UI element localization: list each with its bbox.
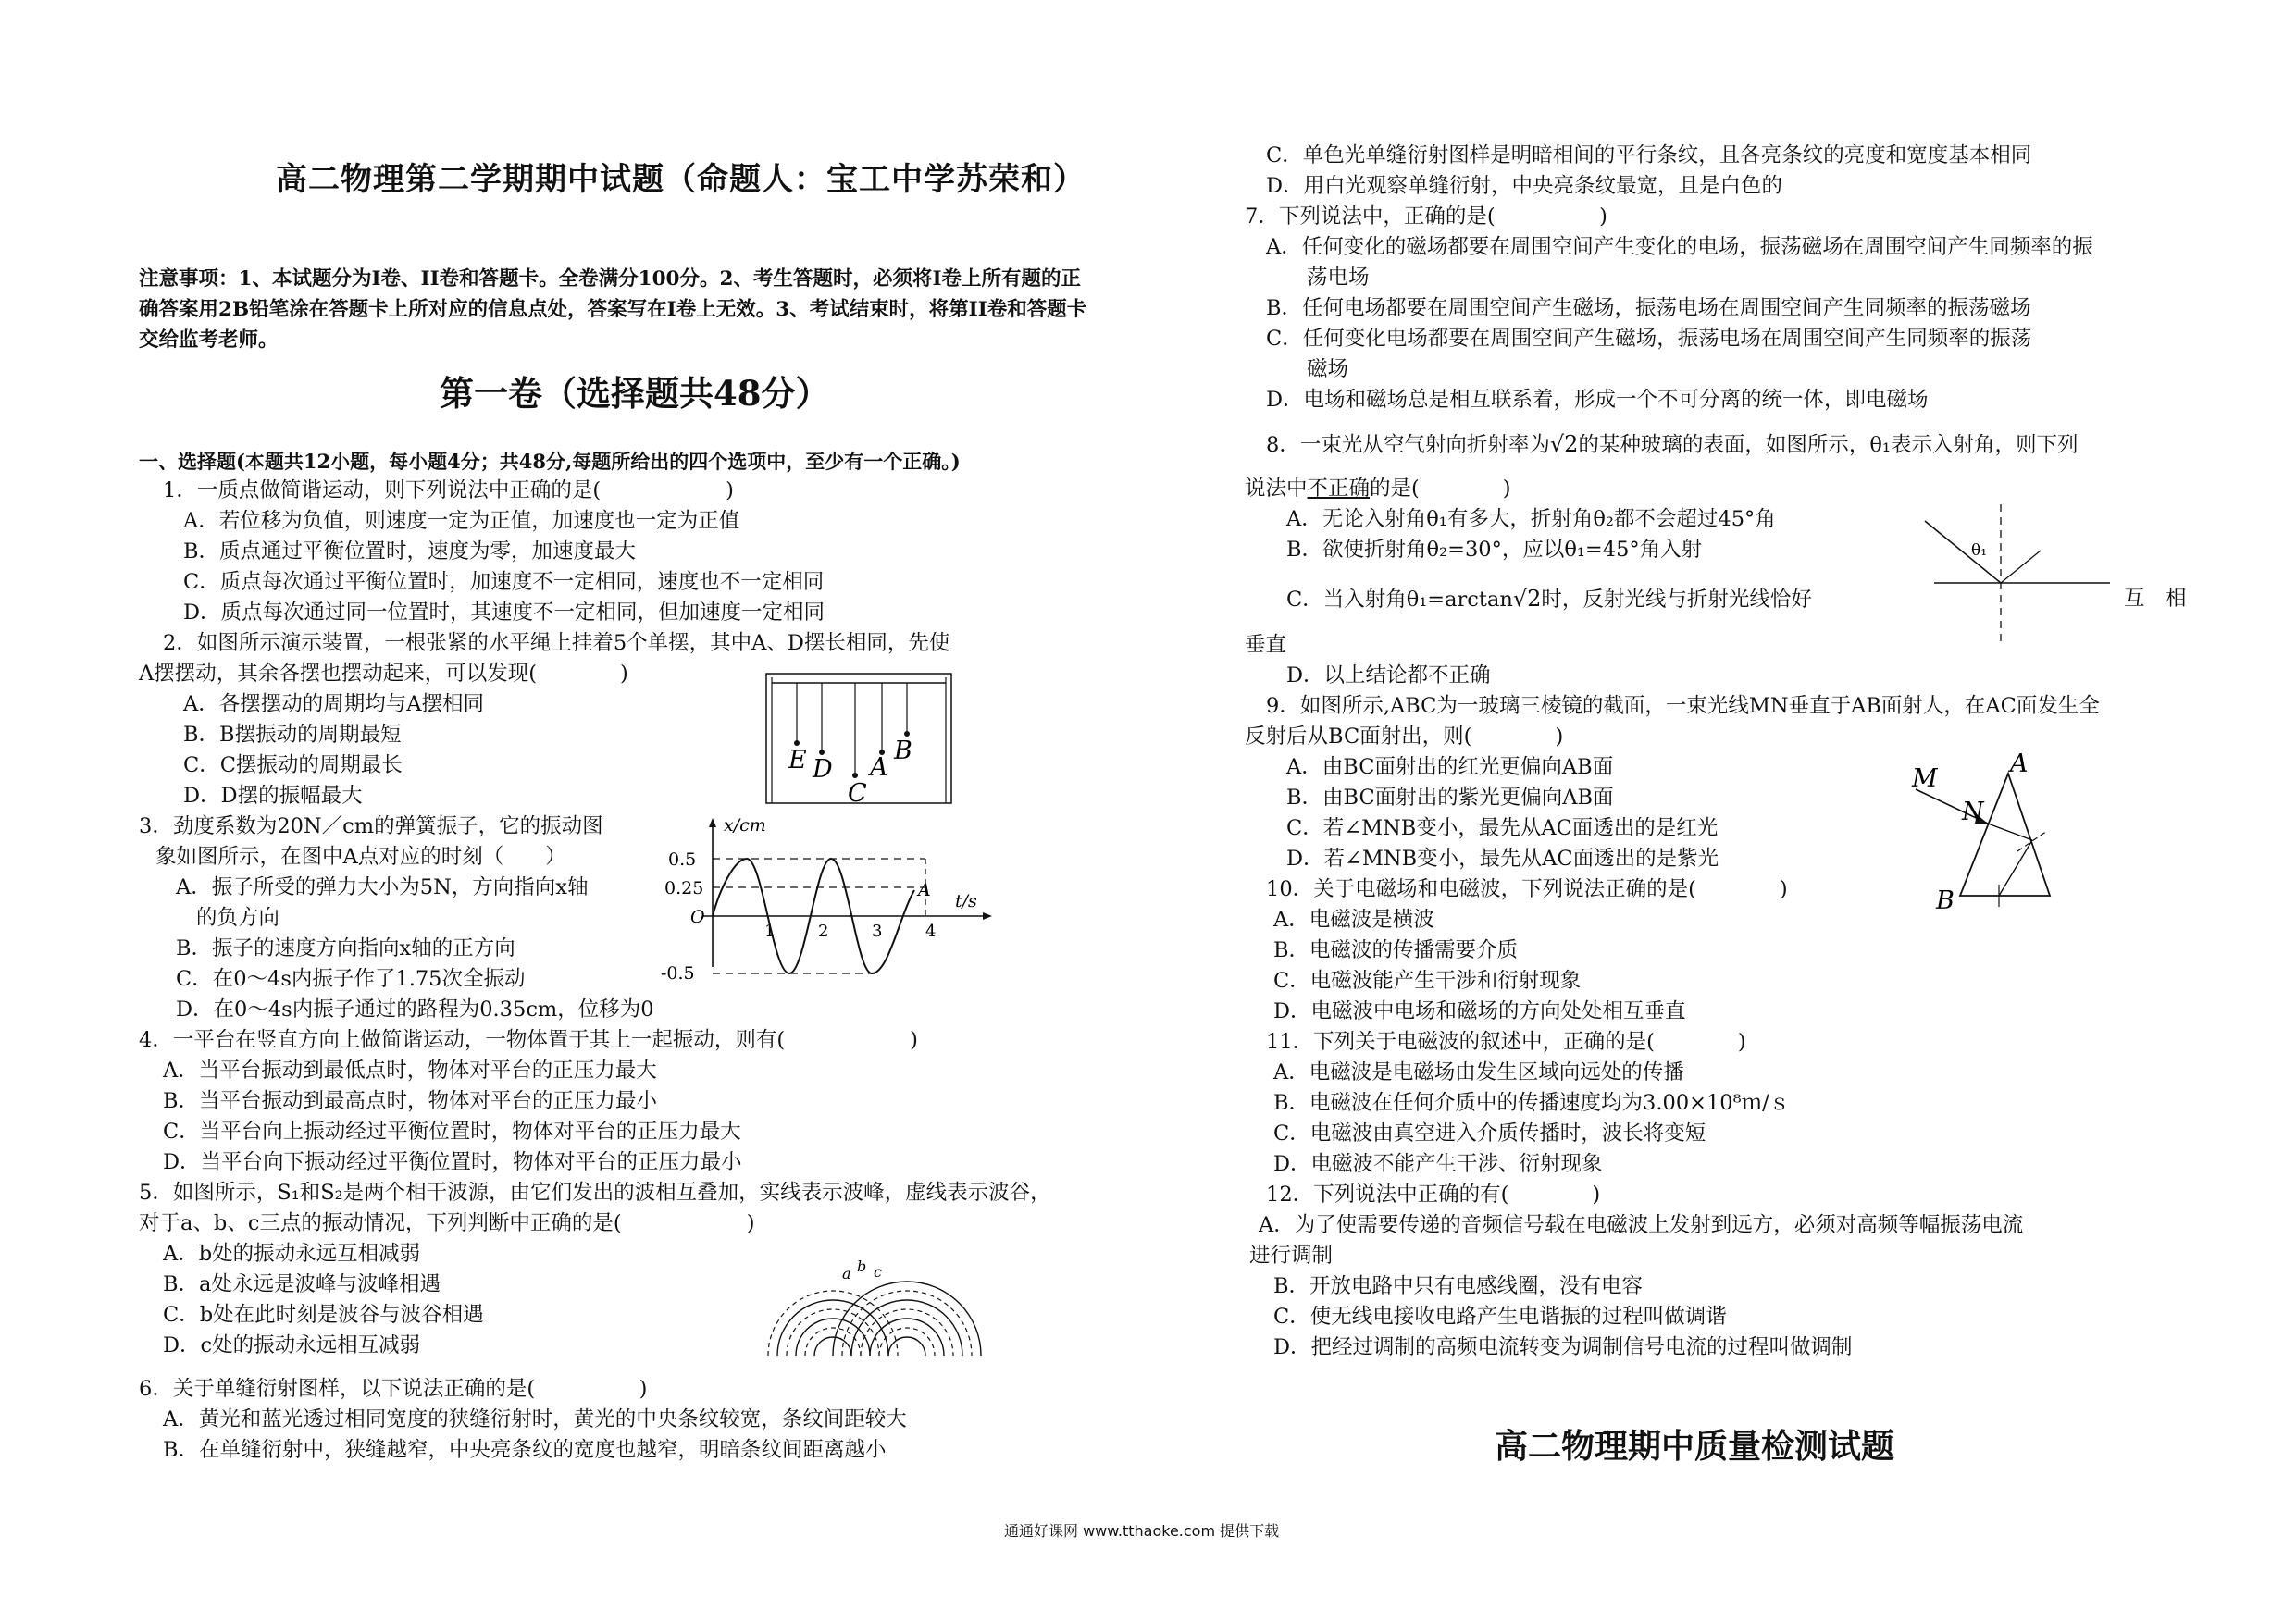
prism-label-b: B [1936, 886, 1955, 915]
pendulum-label-b: B [894, 737, 912, 765]
q11-stem: 11．下列关于电磁波的叙述中，正确的是( ) [1266, 1030, 1746, 1054]
prism-figure [1906, 748, 2073, 914]
q8-option-c-1: C．当入射角θ₁=arctan [1286, 588, 1513, 612]
q3-option-b: B．振子的速度方向指向x轴的正方向 [176, 936, 515, 960]
pendulum-label-c: C [848, 779, 867, 808]
q3-stem-1: 3．劲度系数为20N／cm的弹簧振子，它的振动图 [139, 814, 603, 838]
q2-stem-2: A摆摆动，其余各摆也摆动起来，可以发现( ) [139, 662, 628, 686]
q8-stem-1 [1266, 429, 2078, 461]
q6-option-c: C．单色光单缝衍射图样是明暗相间的平行条纹，且各亮条纹的亮度和宽度基本相同 [1266, 143, 2032, 167]
page-title: 高二物理第二学期期中试题（命题人：宝工中学苏荣和） [276, 161, 1086, 198]
q12-option-d: D．把经过调制的高频电流转变为调制信号电流的过程叫做调制 [1273, 1335, 1853, 1359]
q12-option-b: B．开放电路中只有电感线圈，没有电容 [1273, 1274, 1644, 1298]
vibration-graph [661, 814, 999, 984]
q11-option-b: B．电磁波在任何介质中的传播速度均为3.00×10⁸ｍ/ｓ [1273, 1091, 1791, 1115]
section1-title: 第一卷（选择题共48分） [440, 373, 830, 414]
q6-stem: 6．关于单缝衍射图样，以下说法正确的是( ) [139, 1377, 648, 1401]
q3-option-c: C．在0～4s内振子作了1.75次全振动 [176, 967, 526, 991]
q7-option-c-cont: 磁场 [1307, 357, 1349, 381]
q1-option-c: C．质点每次通过平衡位置时，加速度不一定相同，速度也不一定相同 [183, 570, 825, 594]
q8-stem-2a: 说法中 [1245, 477, 1308, 501]
pendulum-label-a: A [870, 753, 888, 782]
q1-option-d: D．质点每次通过同一位置时，其速度不一定相同，但加速度一定相同 [183, 601, 825, 625]
section1-intro: 一、选择题(本题共12小题，每小题4分；共48分,每题所给出的四个选项中，至少有一个正确。) [139, 450, 961, 473]
q5-option-b: B．a处永远是波峰与波峰相遇 [163, 1272, 441, 1296]
sqrt2-symbol: √2 [1549, 431, 1579, 457]
graph-point-a: A [918, 880, 931, 900]
q2-option-c: C．C摆振动的周期最长 [183, 753, 403, 777]
graph-ytick-0.25: 0.25 [664, 878, 704, 898]
q6-option-b: B．在单缝衍射中，狭缝越窄，中央亮条纹的宽度也越窄，明暗条纹间距离越小 [163, 1438, 887, 1462]
q5-option-a: A．b处的振动永远互相减弱 [163, 1242, 421, 1266]
pendulum-label-e: E [788, 746, 807, 774]
q8-option-d: D．以上结论都不正确 [1286, 663, 1491, 688]
graph-origin: O [690, 907, 705, 927]
q8-stem-2-underlined: 不正确 [1307, 477, 1371, 501]
interference-figure [750, 1258, 972, 1360]
q9-option-c: C．若∠MNB变小，最先从AC面透出的是红光 [1286, 816, 1719, 840]
graph-ytick-0.5: 0.5 [668, 849, 697, 870]
q11-option-d: D．电磁波不能产生干涉、衍射现象 [1273, 1152, 1603, 1176]
graph-xtick-3: 3 [872, 922, 883, 941]
pendulum-label-d: D [813, 755, 833, 784]
q12-option-a: A．为了使需要传递的音频信号载在电磁波上发射到远方，必须对高频等幅振荡电流 [1259, 1213, 2024, 1237]
q2-stem-1: 2．如图所示演示装置，一根张紧的水平绳上挂着5个单摆，其中A、D摆长相同，先使 [163, 631, 950, 655]
q5-stem-1: 5．如图所示，S₁和S₂是两个相干波源，由它们发出的波相互叠加，实线表示波峰，虚线表示波谷， [139, 1181, 1051, 1205]
q10-stem: 10．关于电磁场和电磁波，下列说法正确的是( ) [1266, 877, 1788, 901]
footer-text: 通通好课网 www.tthaoke.com 提供下载 [1004, 1522, 1280, 1540]
q10-option-b: B．电磁波的传播需要介质 [1273, 938, 1519, 962]
q11-option-a: A．电磁波是电磁场由发生区域向远处的传播 [1273, 1060, 1684, 1084]
graph-ylabel: x/cm [724, 815, 766, 836]
q1-option-a: A．若位移为负值，则速度一定为正值，加速度也一定为正值 [183, 509, 740, 533]
q8-option-c [1286, 584, 1812, 615]
sqrt2-symbol-c: √2 [1512, 586, 1542, 612]
q6-option-d: D．用白光观察单缝衍射，中央亮条纹最宽，且是白色的 [1266, 174, 1783, 198]
q12-option-a-cont: 进行调制 [1249, 1244, 1334, 1268]
graph-xtick-4: 4 [925, 922, 937, 941]
q4-option-d: D．当平台向下振动经过平衡位置时，物体对平台的正压力最小 [163, 1150, 742, 1174]
q8-stem-1b: 的某种玻璃的表面，如图所示，θ₁表示入射角，则下列 [1578, 433, 2079, 457]
q10-option-c: C．电磁波能产生干涉和衍射现象 [1273, 969, 1582, 993]
notice-line-3: 交给监考老师。 [139, 328, 279, 352]
q10-option-a: A．电磁波是横波 [1273, 908, 1434, 932]
q2-option-a: A．各摆摆动的周期均与A摆相同 [183, 692, 484, 716]
q8-option-c-2: 时，反射光线与折射光线恰好 [1541, 588, 1812, 612]
q2-option-d: D．D摆的振幅最大 [183, 784, 363, 808]
q11-option-c: C．电磁波由真空进入介质传播时，波长将变短 [1273, 1121, 1706, 1146]
interference-label-a: a [842, 1265, 851, 1282]
q9-stem-2: 反射后从BC面射出，则( ) [1245, 725, 1564, 749]
q4-stem: 4．一平台在竖直方向上做简谐运动，一物体置于其上一起振动，则有( ) [139, 1028, 918, 1052]
q9-stem-1: 9．如图所示,ABC为一玻璃三棱镜的截面，一束光线MN垂直于AB面射人，在AC面发生全 [1266, 694, 2100, 718]
q9-option-d: D．若∠MNB变小，最先从AC面透出的是紫光 [1286, 847, 1719, 871]
q3-option-a: A．振子所受的弹力大小为5N，方向指向x轴 [176, 875, 589, 899]
q3-option-a-cont: 的负方向 [196, 906, 280, 930]
interference-label-b: b [857, 1258, 867, 1275]
section2-title: 高二物理期中质量检测试题 [1495, 1427, 1895, 1466]
q3-stem-2: 象如图所示，在图中A点对应的时刻（ ） [155, 845, 566, 869]
q12-stem: 12．下列说法中正确的有( ) [1266, 1183, 1601, 1207]
q2-option-b: B．B摆振动的周期最短 [183, 723, 402, 747]
q8-stem-1a: 8．一束光从空气射向折射率为 [1266, 433, 1550, 457]
q12-option-c: C．使无线电接收电路产生电谐振的过程叫做调谐 [1273, 1305, 1727, 1329]
q8-stem-2b: 的是( ) [1370, 477, 1511, 501]
pendulum-figure [766, 674, 951, 808]
q4-option-c: C．当平台向上振动经过平衡位置时，物体对平台的正压力最大 [163, 1120, 741, 1144]
q4-option-b: B．当平台振动到最高点时，物体对平台的正压力最小 [163, 1089, 658, 1113]
q8-option-b: B．欲使折射角θ₂=30°，应以θ₁=45°角入射 [1286, 538, 1703, 562]
q7-option-a: A．任何变化的磁场都要在周围空间产生变化的电场，振荡磁场在周围空间产生同频率的振 [1266, 235, 2093, 259]
q3-option-d: D．在0～4s内振子通过的路程为0.35cm，位移为0 [176, 997, 654, 1022]
q8-option-a: A．无论入射角θ₁有多大，折射角θ₂都不会超过45°角 [1286, 507, 1776, 531]
prism-label-n: N [1962, 798, 1984, 826]
prism-label-a: A [2010, 750, 2029, 778]
q6-option-a: A．黄光和蓝光透过相同宽度的狭缝衍射时，黄光的中央条纹较宽，条纹间距较大 [163, 1407, 907, 1431]
prism-label-m: M [1912, 764, 1938, 793]
graph-xtick-1: 1 [764, 922, 776, 941]
q9-option-a: A．由BC面射出的红光更偏向AB面 [1286, 755, 1614, 779]
graph-xlabel: t/s [955, 891, 977, 911]
notice-line-2: 确答案用2B铅笔涂在答题卡上所对应的信息点处，答案写在Ⅰ卷上无效。3、考试结束时，将第II卷和答题卡 [139, 298, 1087, 321]
q1-stem: 1．一质点做简谐运动，则下列说法中正确的是( ) [163, 478, 734, 502]
graph-ytick-neg0.5: -0.5 [661, 963, 695, 984]
q7-option-a-cont: 荡电场 [1307, 266, 1370, 290]
refraction-figure [1916, 504, 2119, 643]
q7-stem: 7．下列说法中，正确的是( ) [1245, 204, 1607, 229]
q7-option-b: B．任何电场都要在周围空间产生磁场，振荡电场在周围空间产生同频率的振荡磁场 [1266, 296, 2031, 320]
q9-option-b: B．由BC面射出的紫光更偏向AB面 [1286, 786, 1614, 810]
q7-option-d: D．电场和磁场总是相互联系着，形成一个不可分离的统一体，即电磁场 [1266, 388, 1929, 412]
q8-option-c-4: 垂直 [1245, 633, 1287, 657]
q5-stem-2: 对于a、b、c三点的振动情况，下列判断中正确的是( ) [139, 1211, 755, 1235]
q5-option-c: C．b处在此时刻是波谷与波谷相遇 [163, 1303, 484, 1327]
interference-label-c: c [874, 1263, 882, 1281]
notice-line-1: 注意事项：1、本试题分为Ⅰ卷、II卷和答题卡。全卷满分100分。2、考生答题时，必须将Ⅰ卷上所有题的正 [139, 267, 1082, 291]
q10-option-d: D．电磁波中电场和磁场的方向处处相互垂直 [1273, 999, 1686, 1023]
q1-option-b: B．质点通过平衡位置时，速度为零，加速度最大 [183, 539, 637, 564]
q7-option-c: C．任何变化电场都要在周围空间产生磁场，振荡电场在周围空间产生同频率的振荡 [1266, 327, 2032, 351]
q4-option-a: A．当平台振动到最低点时，物体对平台的正压力最大 [163, 1059, 657, 1083]
q5-option-d: D．c处的振动永远相互减弱 [163, 1333, 421, 1357]
q8-stem-2 [1245, 474, 1511, 504]
q8-option-c-3: 互 相 [2124, 587, 2187, 611]
graph-xtick-2: 2 [818, 922, 829, 941]
refraction-label-theta1: θ₁ [1971, 541, 1988, 560]
